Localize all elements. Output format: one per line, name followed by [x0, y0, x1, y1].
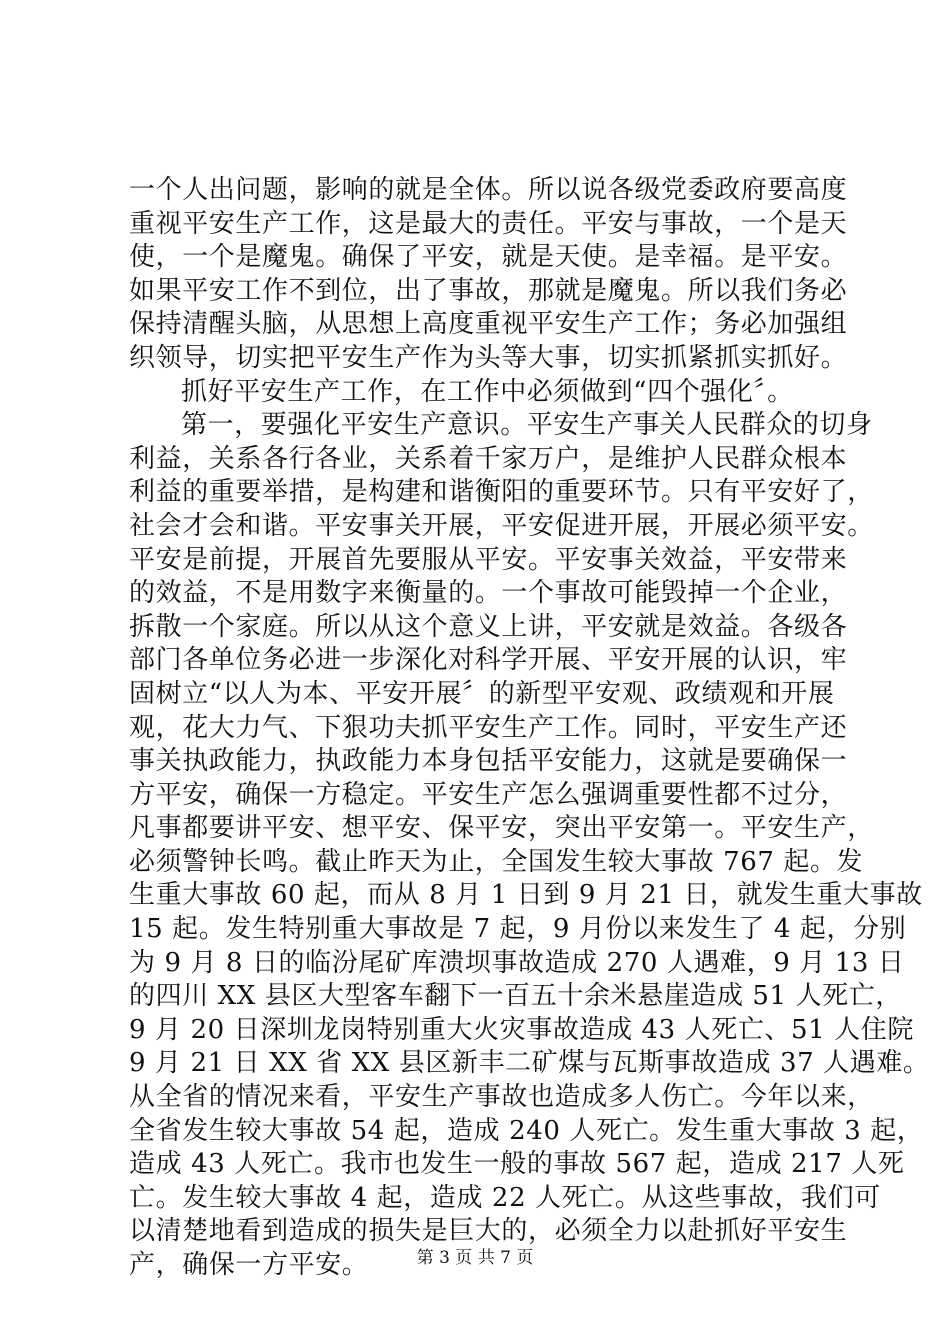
text-line: 社会才会和谐。平安事关开展，平安促进开展，开展必须平安。: [129, 510, 874, 541]
text-line: 抓好平安生产工作，在工作中必须做到“四个强化〞。: [181, 376, 794, 407]
text-line: 重视平安生产工作，这是最大的责任。平安与事故，一个是天: [129, 208, 848, 239]
text-line: 织领导，切实把平安生产作为头等大事，切实抓紧抓实抓好。: [129, 342, 848, 373]
text-line: 亡。发生较大事故 4 起，造成 22 人死亡。从这些事故，我们可: [129, 1182, 881, 1213]
text-line: 固树立“以人为本、平安开展〞的新型平安观、政绩观和开展: [129, 678, 835, 709]
text-line: 第一，要强化平安生产意识。平安生产事关人民群众的切身: [181, 410, 873, 441]
text-line: 为 9 月 8 日的临汾尾矿库溃坝事故造成 270 人遇难，9 月 13 日: [129, 947, 905, 978]
text-line: 事关执政能力，执政能力本身包括平安能力，这就是要确保一: [129, 746, 848, 777]
text-line: 利益，关系各行各业，关系着千家万户，是维护人民群众根本: [129, 443, 848, 474]
text-line: 观，花大力气、下狠功夫抓平安生产工作。同时，平安生产还: [129, 712, 848, 743]
text-line: 部门各单位务必进一步深化对科学开展、平安开展的认识，牢: [129, 645, 848, 676]
document-body: [129, 174, 930, 1283]
text-line: 凡事都要讲平安、想平安、保平安，突出平安第一。平安生产，: [129, 813, 874, 844]
text-line: 利益的重要举措，是构建和谐衡阳的重要环节。只有平安好了，: [129, 477, 874, 508]
text-line: 平安是前提，开展首先要服从平安。平安事关效益，平安带来: [129, 544, 848, 575]
text-line: 生重大事故 60 起，而从 8 月 1 日到 9 月 21 日，就发生重大事故: [129, 880, 923, 911]
page-footer: 第 3 页 共 7 页: [416, 1248, 534, 1268]
text-line: 方平安，确保一方稳定。平安生产怎么强调重要性都不过分，: [129, 779, 848, 810]
text-line: 全省发生较大事故 54 起，造成 240 人死亡。发生重大事故 3 起，: [129, 1115, 924, 1146]
text-line: 保持清醒头脑，从思想上高度重视平安生产工作；务必加强组: [129, 309, 848, 340]
text-line: 拆散一个家庭。所以从这个意义上讲，平安就是效益。各级各: [129, 611, 848, 642]
text-line: 的四川 XX 县区大型客车翻下一百五十余米悬崖造成 51 人死亡，: [129, 981, 902, 1012]
text-line: 15 起。发生特别重大事故是 7 起，9 月份以来发生了 4 起，分别: [129, 914, 907, 945]
text-line: 使，一个是魔鬼。确保了平安，就是天使。是幸福。是平安。: [129, 242, 848, 273]
text-line: 的效益，不是用数字来衡量的。一个事故可能毁掉一个企业，: [129, 578, 848, 609]
text-line: 造成 43 人死亡。我市也发生一般的事故 567 起，造成 217 人死: [129, 1149, 905, 1180]
text-line: 从全省的情况来看，平安生产事故也造成多人伤亡。今年以来，: [129, 1082, 874, 1113]
text-line: 一个人出问题，影响的就是全体。所以说各级党委政府要高度: [129, 175, 848, 205]
text-line: 产，确保一方平安。: [129, 1250, 369, 1280]
text-line: 9 月 20 日深圳龙岗特别重大火灾事故造成 43 人死亡、51 人住院: [129, 1014, 914, 1045]
text-line: 9 月 21 日 XX 省 XX 县区新丰二矿煤与瓦斯事故造成 37 人遇难。: [129, 1048, 930, 1079]
text-line: 必须警钟长鸣。截止昨天为止，全国发生较大事故 767 起。发: [129, 846, 864, 877]
text-line: 以清楚地看到造成的损失是巨大的，必须全力以赴抓好平安生: [129, 1216, 848, 1247]
text-line: 如果平安工作不到位，出了事故，那就是魔鬼。所以我们务必: [129, 275, 848, 306]
